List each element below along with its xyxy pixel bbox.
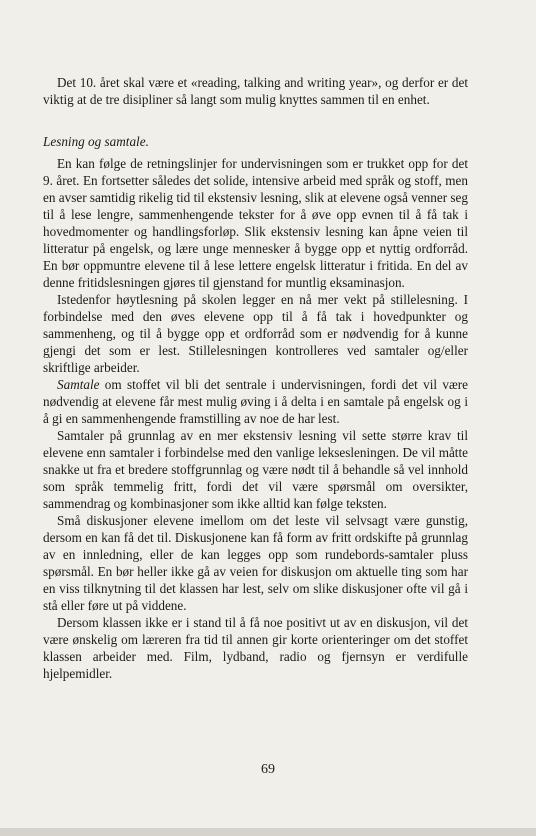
scan-edge — [0, 828, 536, 836]
paragraph-2: Istedenfor høytlesning på skolen legger en nå mer vekt på stillelesning. I forbindelse med den øves elevene opp til å få tak i hovedpunkter og sammenheng, og til å bygge opp et ordforråd som er nødvendig for å kunne gjengi det som er lest. Stillelesningen kontrolleres ved samtaler og/eller skriftlige arbeider. — [43, 292, 468, 375]
paragraph-3-rest: om stoffet vil bli det sentrale i undervisningen, fordi det vil være nødvendig at elevene får mest mulig øving i å delta i en samtale på engelsk og i å gi en sammenhengende framstilling av noe de har lest. — [43, 377, 468, 426]
body-text — [43, 74, 468, 682]
intro-paragraph: Det 10. året skal være et «reading, talking and writing year», og derfor er det viktig at de tre disipliner så langt som mulig knyttes sammen til en enhet. — [43, 75, 468, 107]
paragraph-6: Dersom klassen ikke er i stand til å få noe positivt ut av en diskusjon, vil det være ønskelig om læreren fra tid til annen gir korte orienteringer om det stoffet klassen arbeider med. Film, lydband, radio og fjernsyn er verdifulle hjelpemidler. — [43, 615, 468, 681]
paragraph-5: Små diskusjoner elevene imellom om det leste vil selvsagt være gunstig, dersom en kan få det til. Diskusjonene kan få form av fritt ordskifte på grunnlag av en innledning, eller de kan legges opp som rundebords-samtaler pluss spørsmål. En bør heller ikke gå av veien for diskusjon om aktuelle ting som har en viss tilknytning til det klassen har lest, selv om slike diskusjoner ofte vil gå i stå eller føre ut på viddene. — [43, 513, 468, 613]
paragraph-3-lead: Samtale — [57, 377, 100, 392]
paragraph-1: En kan følge de retningslinjer for undervisningen som er trukket opp for det 9. året. En fortsetter således det solide, intensive arbeid med språk og stoff, men en avser samtidig rikelig tid til ekstensiv lesning, slik at elevene også venner seg til å lese lengre, sammenhengende tekster for å øve opp evnen til å få tak i hovedmomenter og handlingsforløp. Slik ekstensiv lesning kan åpne veien til litteratur på engelsk, og lære unge mennesker å bygge opp et nyttig ordforråd. En bør oppmuntre elevene til å lese lettere engelsk litteratur i fritida. En del av denne fritidslesningen gjøres til gjenstand for muntlig eksaminasjon. — [43, 156, 468, 290]
paragraph-4: Samtaler på grunnlag av en mer ekstensiv lesning vil sette større krav til elevene enn samtaler i forbindelse med den vanlige leksesleningen. De vil måtte snakke ut fra et bredere stoffgrunnlag og være nødt til å behandle så vel innhold som språk temmelig fritt, fordi det vil være spørsmål om oversikter, sammendrag og kombinasjoner som ikke alltid kan følge teksten. — [43, 428, 468, 511]
paragraph-3 — [43, 376, 468, 427]
page-number: 69 — [261, 762, 275, 777]
section-heading: Lesning og samtale. — [43, 134, 149, 149]
